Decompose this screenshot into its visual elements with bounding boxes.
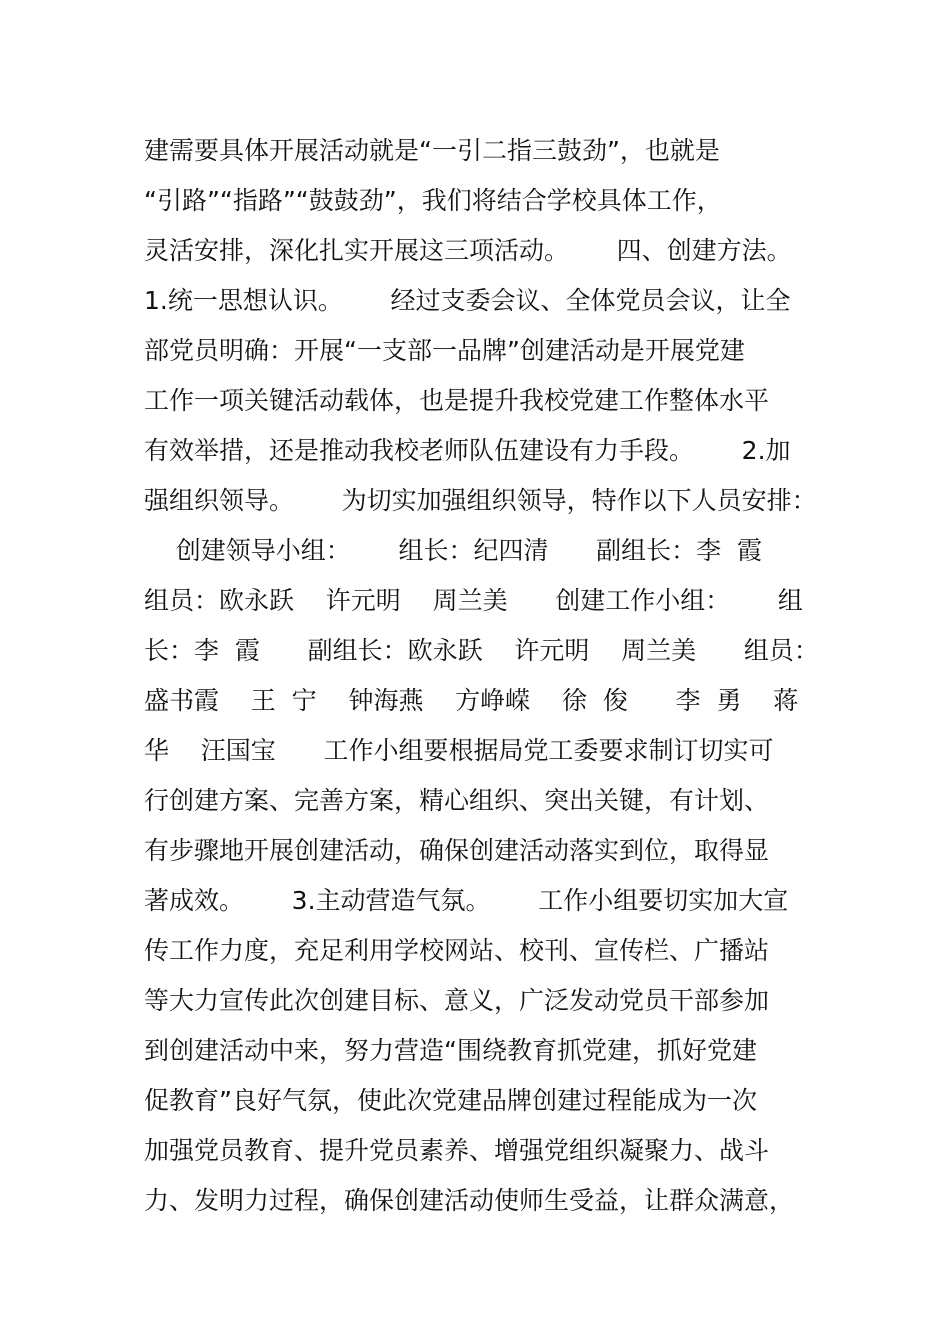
text-line: 长：李 霞 副组长：欧永跃 许元明 周兰美 组员： [144,636,819,665]
text-line: 行创建方案、完善方案，精心组织、突出关键，有计划、 [144,786,770,815]
text-line: 工作一项关键活动载体，也是提升我校党建工作整体水平 [144,386,770,415]
text-line: 有效举措，还是推动我校老师队伍建设有力手段。 2.加 [144,436,791,465]
text-line: 等大力宣传此次创建目标、意义，广泛发动党员干部参加 [144,986,770,1015]
text-line: 盛书霞 王 宁 钟海燕 方峥嵘 徐 俊 李 勇 蒋 [144,686,799,715]
text-line: 促教育”良好气氛，使此次党建品牌创建过程能成为一次 [144,1086,757,1115]
text-line: 华 汪国宝 工作小组要根据局党工委要求制订切实可 [144,736,774,765]
text-line: “引路”“指路”“鼓鼓劲”，我们将结合学校具体工作， [144,186,722,215]
text-line: 传工作力度，充足利用学校网站、校刊、宣传栏、广播站 [144,936,770,965]
text-line: 组员：欧永跃 许元明 周兰美 创建工作小组： 组 [144,586,803,615]
text-line: 强组织领导。 为切实加强组织领导，特作以下人员安排： [144,486,817,515]
text-line: 建需要具体开展活动就是“一引二指三鼓劲”，也就是 [144,136,720,165]
text-line: 创建领导小组： 组长：纪四清 副组长：李 霞 [144,536,763,565]
text-line: 有步骤地开展创建活动，确保创建活动落实到位，取得显 [144,836,770,865]
text-line: 加强党员教育、提升党员素养、增强党组织凝聚力、战斗 [144,1136,770,1165]
text-line: 灵活安排，深化扎实开展这三项活动。 四、创建方法。 [144,236,792,265]
text-line: 到创建活动中来，努力营造“围绕教育抓党建，抓好党建 [144,1036,757,1065]
text-line: 著成效。 3.主动营造气氛。 工作小组要切实加大宣 [144,886,789,915]
text-line: 1.统一思想认识。 经过支委会议、全体党员会议，让全 [144,286,791,315]
text-line: 力、发明力过程，确保创建活动使师生受益，让群众满意， [144,1186,795,1215]
text-line: 部党员明确：开展“一支部一品牌”创建活动是开展党建 [144,336,745,365]
